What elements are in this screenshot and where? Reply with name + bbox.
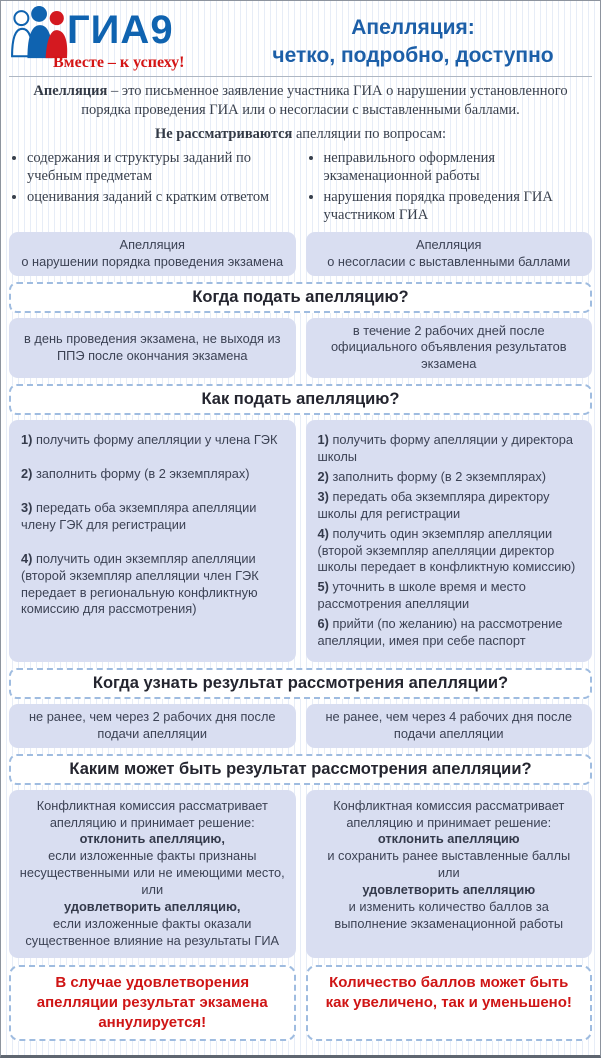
list-item: • неправильного оформления экзаменационной работы bbox=[324, 149, 593, 186]
appeal-type-right-line2: о несогласии с выставленными баллами bbox=[327, 253, 571, 269]
step-item: 2) заполнить форму (в 2 экземплярах) bbox=[21, 466, 250, 482]
when-submit-left: в день проведения экзамена, не выходя из ППЭ после окончания экзамена bbox=[9, 318, 296, 379]
text-segment: удовлетворить апелляцию, bbox=[64, 898, 241, 914]
text-segment: Конфликтная комиссия рассматривает апелляцию и принимает решение: bbox=[36, 797, 268, 830]
step-item: 1) получить форму апелляции у директора школы bbox=[317, 432, 574, 465]
text-segment: Конфликтная комиссия рассматривает апелляцию и принимает решение: bbox=[333, 797, 565, 830]
intro-definition: – это письменное заявление участника ГИА о нарушении установленного порядка проведения ГИА или о несогласии с выставленными баллами. bbox=[81, 83, 568, 118]
excluded-topics-right bbox=[306, 149, 593, 227]
heading-how-submit: Как подать апелляцию? bbox=[9, 384, 592, 415]
warning-left: В случае удовлетворения апелляции результат экзамена аннулируется! bbox=[9, 965, 296, 1042]
when-result-right: не ранее, чем через 4 рабочих дня после подачи апелляции bbox=[306, 704, 593, 748]
when-submit-right: в течение 2 рабочих дней после официального объявления результатов экзамена bbox=[306, 318, 593, 379]
warnings-row bbox=[9, 965, 592, 1042]
when-result-row bbox=[9, 704, 592, 748]
how-submit-steps-right bbox=[306, 420, 593, 662]
excluded-topics-left bbox=[9, 149, 296, 227]
how-submit-steps-left bbox=[9, 420, 296, 662]
not-considered-line bbox=[9, 125, 592, 144]
text-segment: если изложенные факты признаны несущественными или не имеющими место, bbox=[19, 848, 285, 881]
step-item: 1) получить форму апелляции у члена ГЭК bbox=[21, 432, 278, 448]
outcome-left bbox=[9, 790, 296, 958]
appeal-type-left-line1: Апелляция bbox=[119, 236, 185, 252]
gia9-logo bbox=[9, 6, 234, 72]
intro-term: Апелляция bbox=[33, 83, 108, 99]
text-segment: отклонить апелляцию bbox=[377, 831, 520, 847]
list-item: • оценивания заданий с кратким ответом bbox=[27, 188, 296, 207]
appeal-type-right bbox=[306, 232, 593, 276]
not-considered-term: Не рассматриваются bbox=[154, 125, 293, 142]
how-submit-row bbox=[9, 420, 592, 662]
outcome-row bbox=[9, 790, 592, 958]
intro-paragraph bbox=[9, 82, 592, 120]
logo-text: ГИА9 bbox=[67, 8, 174, 52]
text-segment: удовлетворить апелляцию bbox=[362, 882, 536, 898]
appeal-type-right-line1: Апелляция bbox=[416, 236, 482, 252]
page-title-line2: четко, подробно, доступно bbox=[272, 44, 554, 68]
header bbox=[9, 6, 592, 77]
text-segment: если изложенные факты оказали существенное влияние на результаты ГИА bbox=[25, 915, 280, 948]
step-item: 2) заполнить форму (в 2 экземплярах) bbox=[317, 468, 547, 484]
list-item: • содержания и структуры заданий по учебным предметам bbox=[27, 149, 296, 186]
warning-right: Количество баллов может быть как увеличено, так и уменьшено! bbox=[306, 965, 593, 1042]
text-segment: отклонить апелляцию, bbox=[79, 831, 225, 847]
when-result-left: не ранее, чем через 2 рабочих дня после подачи апелляции bbox=[9, 704, 296, 748]
page-title bbox=[234, 6, 592, 71]
when-submit-row bbox=[9, 318, 592, 379]
text-segment: и изменить количество баллов за выполнение экзаменационной работы bbox=[334, 898, 564, 931]
logo-row bbox=[9, 6, 234, 60]
heading-when-result: Когда узнать результат рассмотрения апелляции? bbox=[9, 668, 592, 699]
step-item: 6) прийти (по желанию) на рассмотрение апелляции, имея при себе паспорт bbox=[317, 616, 563, 648]
logo-slogan: Вместе – к успеху! bbox=[53, 54, 185, 71]
text-segment: или bbox=[437, 865, 460, 881]
heading-when-submit: Когда подать апелляцию? bbox=[9, 282, 592, 313]
step-item: 4) получить один экземпляр апелляции (второй экземпляр апелляции директор школы передает в конфликтную комиссию) bbox=[317, 525, 576, 575]
text-segment: и сохранить ранее выставленные баллы bbox=[327, 848, 571, 864]
step-item: 4) получить один экземпляр апелляции (второй экземпляр апелляции член ГЭК передает в региональную конфликтную комиссию для рассмотрения) bbox=[21, 550, 259, 617]
outcome-right bbox=[306, 790, 593, 958]
step-item: 5) уточнить в школе время и место рассмотрения апелляции bbox=[317, 579, 526, 612]
appeal-type-left bbox=[9, 232, 296, 276]
heading-outcome: Каким может быть результат рассмотрения апелляции? bbox=[9, 754, 592, 785]
page-title-line1: Апелляция: bbox=[351, 16, 475, 39]
appeal-type-row bbox=[9, 232, 592, 276]
text-segment: или bbox=[141, 882, 164, 898]
list-item: • нарушения порядка проведения ГИА участником ГИА bbox=[324, 188, 593, 225]
gia9-people-icon bbox=[9, 6, 71, 60]
excluded-topics bbox=[9, 149, 592, 227]
not-considered-text: апелляции по вопросам: bbox=[292, 125, 447, 142]
appeal-type-left-line2: о нарушении порядка проведения экзамена bbox=[21, 253, 284, 269]
step-item: 3) передать оба экземпляра апелляции члену ГЭК для регистрации bbox=[21, 499, 257, 532]
step-item: 3) передать оба экземпляра директору школы для регистрации bbox=[317, 488, 550, 521]
